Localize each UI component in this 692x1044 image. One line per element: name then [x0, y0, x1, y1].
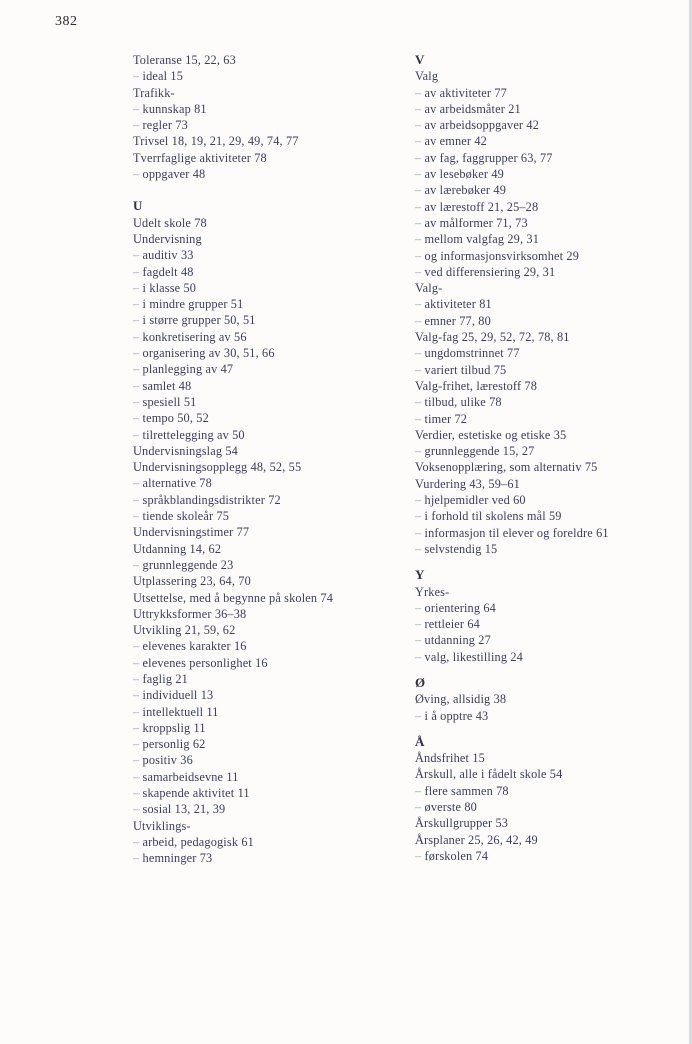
index-subentry: – informasjon til elever og foreldre 61: [415, 525, 685, 541]
section-letter-a-ring: Å: [415, 733, 425, 749]
index-subentry: – av emner 42: [415, 133, 685, 149]
index-subentry: – faglig 21: [133, 671, 393, 687]
index-entry: Trafikk-: [133, 85, 175, 100]
index-subentry: – alternative 78: [133, 475, 393, 491]
section-t: [133, 52, 393, 182]
index-column-left: [133, 52, 393, 867]
index-entry: Tverrfaglige aktiviteter 78: [133, 150, 267, 165]
index-subentry: – tilbud, ulike 78: [415, 394, 685, 410]
index-subentry: – konkretisering av 56: [133, 329, 393, 345]
index-subentry: – spesiell 51: [133, 394, 393, 410]
index-subentry: – grunnleggende 23: [133, 557, 393, 573]
index-entry: Uttrykksformer 36–38: [133, 606, 247, 621]
index-entry: Utdanning 14, 62: [133, 541, 222, 556]
index-subentry: – planlegging av 47: [133, 361, 393, 377]
index-subentry: – av lærestoff 21, 25–28: [415, 199, 685, 215]
index-entry: Årsplaner 25, 26, 42, 49: [415, 832, 538, 847]
index-entry: Utsettelse, med å begynne på skolen 74: [133, 590, 334, 605]
index-subentry: – språkblandingsdistrikter 72: [133, 492, 393, 508]
index-subentry: – i klasse 50: [133, 280, 393, 296]
index-subentry: – flere sammen 78: [415, 783, 685, 799]
section-letter-u: U: [133, 198, 143, 214]
section-letter-o-slash: Ø: [415, 674, 426, 690]
index-entry: Øving, allsidig 38: [415, 692, 507, 707]
index-entry: Undervisningsopplegg 48, 52, 55: [133, 460, 302, 475]
index-column-right: [415, 52, 685, 864]
index-subentry: – av arbeidsmåter 21: [415, 101, 685, 117]
index-entry: Udelt skole 78: [133, 215, 207, 230]
index-subentry: – intellektuell 11: [133, 704, 393, 720]
index-subentry: – auditiv 33: [133, 247, 393, 263]
index-subentry: – ideal 15: [133, 68, 393, 84]
index-subentry: – mellom valgfag 29, 31: [415, 231, 685, 247]
index-subentry: – av fag, faggrupper 63, 77: [415, 150, 685, 166]
section-letter-v: V: [415, 52, 425, 67]
index-subentry: – elevenes personlighet 16: [133, 655, 393, 671]
index-subentry: – og informasjonsvirksomhet 29: [415, 248, 685, 264]
index-entry: Trivsel 18, 19, 21, 29, 49, 74, 77: [133, 134, 299, 149]
index-subentry: – i forhold til skolens mål 59: [415, 508, 685, 524]
index-subentry: – ungdomstrinnet 77: [415, 345, 685, 361]
section-o-slash: [415, 691, 685, 724]
index-subentry: – rettleier 64: [415, 616, 685, 632]
index-entry: Voksenopplæring, som alternativ 75: [415, 460, 598, 475]
section-a-ring: [415, 750, 685, 864]
index-subentry: – grunnleggende 15, 27: [415, 443, 685, 459]
index-entry: Valg-: [415, 281, 443, 296]
index-entry: Utvikling 21, 59, 62: [133, 623, 236, 638]
index-subentry: – av lesebøker 49: [415, 166, 685, 182]
index-entry: Valg-frihet, lærestoff 78: [415, 378, 538, 393]
index-entry: Toleranse 15, 22, 63: [133, 53, 236, 67]
index-entry: Vurdering 43, 59–61: [415, 476, 520, 491]
index-entry: Utplassering 23, 64, 70: [133, 574, 251, 589]
index-entry: Åndsfrihet 15: [415, 751, 485, 766]
index-entry: Utviklings-: [133, 818, 191, 833]
index-subentry: – skapende aktivitet 11: [133, 785, 393, 801]
index-entry: Verdier, estetiske og etiske 35: [415, 427, 567, 442]
index-subentry: – tilrettelegging av 50: [133, 427, 393, 443]
index-subentry: – organisering av 30, 51, 66: [133, 345, 393, 361]
index-subentry: – emner 77, 80: [415, 313, 685, 329]
index-subentry: – utdanning 27: [415, 632, 685, 648]
index-subentry: – hemninger 73: [133, 850, 393, 866]
index-subentry: – variert tilbud 75: [415, 362, 685, 378]
index-entry: Valg-fag 25, 29, 52, 72, 78, 81: [415, 330, 570, 345]
index-subentry: – samarbeidsevne 11: [133, 769, 393, 785]
index-subentry: – tempo 50, 52: [133, 410, 393, 426]
index-subentry: – i mindre grupper 51: [133, 296, 393, 312]
index-subentry: – elevenes karakter 16: [133, 638, 393, 654]
index-subentry: – i større grupper 50, 51: [133, 312, 393, 328]
index-subentry: – regler 73: [133, 117, 393, 133]
index-subentry: – individuell 13: [133, 687, 393, 703]
index-entry: Valg: [415, 69, 439, 84]
index-subentry: – kunnskap 81: [133, 101, 393, 117]
index-subentry: – i å opptre 43: [415, 708, 685, 724]
index-subentry: – av arbeidsoppgaver 42: [415, 117, 685, 133]
section-v: [415, 68, 685, 557]
index-subentry: – øverste 80: [415, 799, 685, 815]
section-u: [133, 215, 393, 867]
index-subentry: – tiende skoleår 75: [133, 508, 393, 524]
index-subentry: – aktiviteter 81: [415, 296, 685, 312]
index-entry: Yrkes-: [415, 584, 450, 599]
index-subentry: – fagdelt 48: [133, 264, 393, 280]
index-subentry: – hjelpemidler ved 60: [415, 492, 685, 508]
index-subentry: – sosial 13, 21, 39: [133, 801, 393, 817]
index-subentry: – orientering 64: [415, 600, 685, 616]
index-subentry: – oppgaver 48: [133, 166, 393, 182]
index-subentry: – selvstendig 15: [415, 541, 685, 557]
index-subentry: – timer 72: [415, 411, 685, 427]
section-y: [415, 584, 685, 665]
page-number: 382: [55, 14, 78, 29]
index-entry: Undervisning: [133, 231, 202, 246]
index-subentry: – arbeid, pedagogisk 61: [133, 834, 393, 850]
section-letter-y: Y: [415, 567, 425, 583]
index-subentry: – positiv 36: [133, 752, 393, 768]
index-subentry: – ved differensiering 29, 31: [415, 264, 685, 280]
index-subentry: – av aktiviteter 77: [415, 85, 685, 101]
index-subentry: – av målformer 71, 73: [415, 215, 685, 231]
index-entry: Årskullgrupper 53: [415, 816, 509, 831]
index-subentry: – kroppslig 11: [133, 720, 393, 736]
index-subentry: – førskolen 74: [415, 848, 685, 864]
index-entry: Årskull, alle i fådelt skole 54: [415, 767, 563, 782]
index-subentry: – samlet 48: [133, 378, 393, 394]
index-subentry: – valg, likestilling 24: [415, 649, 685, 665]
index-subentry: – av lærebøker 49: [415, 182, 685, 198]
index-entry: Undervisningslag 54: [133, 443, 238, 458]
index-entry: Undervisningstimer 77: [133, 525, 250, 540]
index-subentry: – personlig 62: [133, 736, 393, 752]
